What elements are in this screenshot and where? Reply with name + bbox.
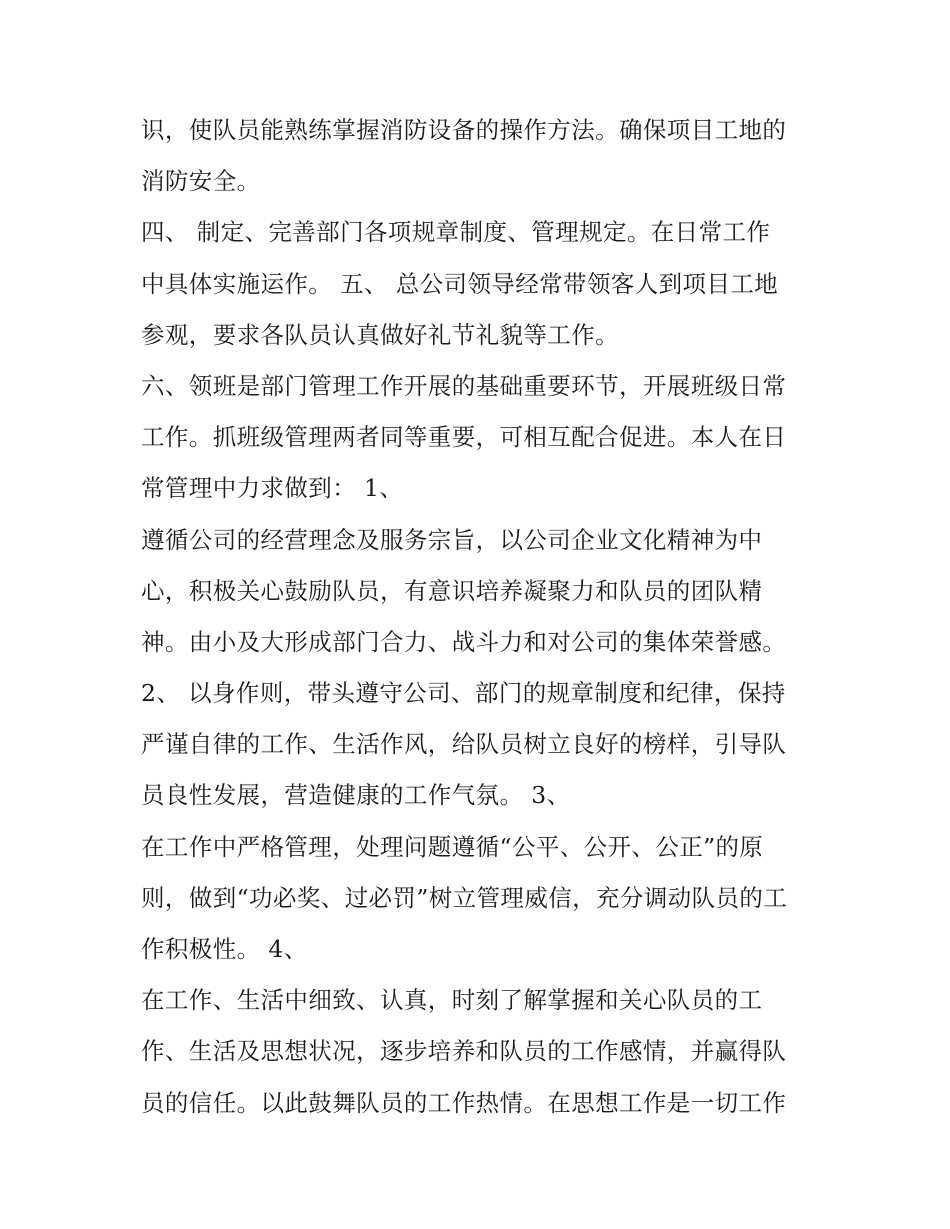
- text-line: 遵循公司的经营理念及服务宗旨，以公司企业文化精神为中: [141, 525, 763, 554]
- text-line: 六、领班是部门管理工作开展的基础重要环节，开展班级日常: [141, 371, 787, 400]
- text-line: 则，做到“功必奖、过必罚”树立管理威信，充分调动队员的工: [141, 883, 788, 912]
- text-line: 常管理中力求做到： 1、: [141, 474, 404, 503]
- text-line: 工作。抓班级管理两者同等重要，可相互配合促进。本人在日: [141, 423, 787, 452]
- text-line: 作积极性。 4、: [141, 935, 308, 963]
- text-line: 神。由小及大形成部门合力、战斗力和对公司的集体荣誉感。: [141, 627, 787, 656]
- text-line: 中具体实施运作。 五、 总公司领导经常带领客人到项目工地: [141, 269, 779, 298]
- text-line: 心，积极关心鼓励队员，有意识培养凝聚力和队员的团队精: [141, 576, 763, 605]
- text-line: 在工作中严格管理，处理问题遵循“公平、公开、公正”的原: [141, 832, 764, 861]
- text-line: 四、 制定、完善部门各项规章制度、管理规定。在日常工作: [141, 218, 771, 247]
- text-line: 消防安全。: [141, 167, 261, 196]
- text-line: 识，使队员能熟练掌握消防设备的操作方法。确保项目工地的: [141, 116, 787, 144]
- text-line: 员良性发展，营造健康的工作气氛。 3、: [141, 781, 571, 810]
- text-line: 严谨自律的工作、生活作风，给队员树立良好的榜样，引导队: [141, 730, 787, 759]
- text-line: 作、生活及思想状况，逐步培养和队员的工作感情，并赢得队: [141, 1037, 787, 1066]
- body-text: [141, 108, 821, 1132]
- text-line: 在工作、生活中细致、认真，时刻了解掌握和关心队员的工: [141, 986, 763, 1015]
- text-line: 参观，要求各队员认真做好礼节礼貌等工作。: [141, 320, 619, 349]
- text-line: 2、 以身作则，带头遵守公司、部门的规章制度和纪律，保持: [141, 679, 786, 708]
- text-line: 员的信任。以此鼓舞队员的工作热情。在思想工作是一切工作: [141, 1088, 787, 1117]
